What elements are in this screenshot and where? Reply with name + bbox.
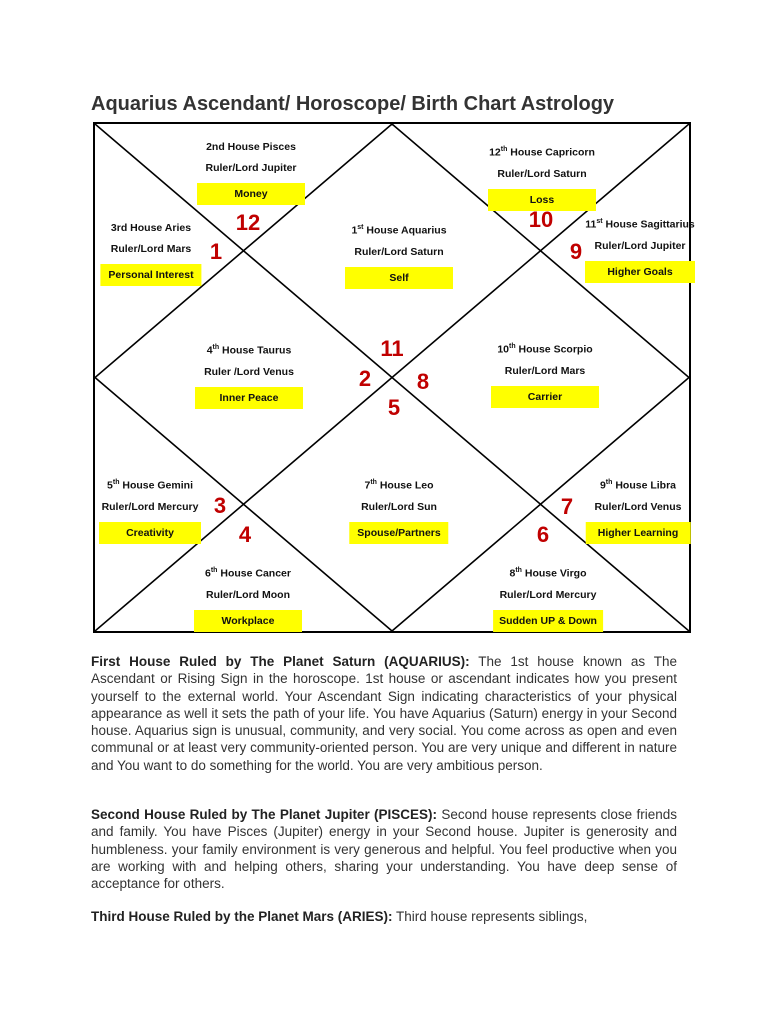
- paragraph-second-house-body: Second house represents close friends and family. You have Pisces (Jupiter) energy in your Second house. Jupiter is generosity and humbleness. your family environment is very generous and helpful. You feel productive when you are working with and helping others, sharing your understanding. You have deep sense of acceptance for others.: [91, 807, 678, 892]
- sign-number-5: 5: [387, 395, 401, 420]
- house-3-title: 3rd House Aries: [110, 222, 192, 234]
- house-1-ruler: Ruler/Lord Saturn: [354, 245, 444, 258]
- sign-number-12: 12: [235, 210, 261, 235]
- paragraph-first-house: [91, 653, 677, 774]
- paragraph-second-house-heading: Second House Ruled by The Planet Jupiter (PISCES):: [91, 807, 438, 822]
- house-10: 10th House Scorpio Ruler/Lord Mars Carrier: [491, 340, 599, 408]
- chart-grid-lines: [95, 124, 689, 631]
- house-8-title: 8: [509, 567, 516, 580]
- paragraph-third-house: [91, 908, 677, 925]
- house-11-ruler: Ruler/Lord Jupiter: [594, 239, 686, 252]
- paragraph-first-house-heading: First House Ruled by The Planet Saturn (AQUARIUS):: [91, 654, 470, 669]
- house-5: 5th House Gemini Ruler/Lord Mercury Creativity: [99, 476, 201, 544]
- house-8-tag: Sudden UP & Down: [493, 610, 603, 632]
- house-11: 11st House Sagittarius Ruler/Lord Jupiter Higher Goals: [585, 215, 695, 283]
- house-6-tag: Workplace: [194, 610, 302, 632]
- paragraph-first-house-body: The 1st house known as The Ascendant or Rising Sign in the horoscope. 1st house or ascendant indicates how you present yourself to the external world. Your Ascendant Sign indicating characteristics of your physical appearance as well it sets the path of your life. You have Aquarius (Saturn) energy in your Second house. Aquarius sign is unusual, community, and very social. You come across as open and even communal or at least very community-oriented person. You are very unique and different in nature and You want to do something for the world. You are very ambitious person.: [91, 654, 677, 773]
- sign-number-6: 6: [536, 522, 550, 547]
- house-2: [197, 141, 305, 205]
- sign-number-7: 7: [560, 494, 574, 519]
- house-1: 1st House Aquarius Ruler/Lord Saturn Self: [345, 221, 453, 289]
- house-3-ruler: Ruler/Lord Mars: [110, 243, 192, 255]
- house-4-ruler: Ruler /Lord Venus: [204, 365, 294, 378]
- house-6-ruler: Ruler/Lord Moon: [206, 588, 290, 601]
- house-1-tag: Self: [345, 267, 453, 289]
- paragraph-third-house-heading: Third House Ruled by the Planet Mars (ARIES):: [91, 909, 393, 924]
- sign-number-4: 4: [238, 522, 252, 547]
- sign-number-3: 3: [213, 493, 227, 518]
- sign-number-8: 8: [416, 369, 430, 394]
- house-7-tag: Spouse/Partners: [349, 522, 448, 544]
- house-5-ruler: Ruler/Lord Mercury: [101, 500, 199, 513]
- house-12-title: 12: [489, 146, 501, 159]
- house-10-tag: Carrier: [491, 386, 599, 408]
- house-2-title: 2nd House Pisces: [206, 141, 296, 153]
- sign-number-11: 11: [380, 336, 404, 361]
- house-2-ruler: Ruler/Lord Jupiter: [205, 162, 297, 174]
- house-9-ruler: Ruler/Lord Venus: [594, 500, 682, 513]
- page-title: Aquarius Ascendant/ Horoscope/ Birth Chart Astrology: [91, 93, 615, 115]
- house-4: 4th House Taurus Ruler /Lord Venus Inner Peace: [195, 341, 303, 409]
- house-6: 6th House Cancer Ruler/Lord Moon Workplace: [194, 564, 302, 632]
- house-10-title: 10: [497, 343, 510, 356]
- house-11-title: 11: [585, 218, 597, 231]
- house-12: 12th House Capricorn Ruler/Lord Saturn Loss: [488, 143, 596, 211]
- house-8-ruler: Ruler/Lord Mercury: [499, 588, 597, 601]
- house-6-title: 6: [205, 567, 211, 580]
- sign-number-2: 2: [358, 366, 372, 391]
- house-7: 7th House Leo Ruler/Lord Sun Spouse/Partners: [349, 476, 448, 544]
- house-3: [100, 222, 201, 286]
- house-4-tag: Inner Peace: [195, 387, 303, 409]
- house-7-ruler: Ruler/Lord Sun: [361, 500, 437, 513]
- house-2-tag: Money: [197, 183, 305, 205]
- house-9-tag: Higher Learning: [586, 522, 691, 544]
- house-8: 8th House Virgo Ruler/Lord Mercury Sudden UP & Down: [493, 564, 603, 632]
- paragraph-third-house-body: Third house represents siblings,: [392, 909, 588, 924]
- house-9: 9th House Libra Ruler/Lord Venus Higher Learning: [586, 476, 691, 544]
- sign-number-9: 9: [569, 239, 583, 264]
- house-1-title: 1: [351, 224, 358, 237]
- house-12-tag: Loss: [488, 189, 596, 211]
- birth-chart: [93, 122, 695, 633]
- house-12-ruler: Ruler/Lord Saturn: [497, 167, 587, 180]
- house-9-title: 9: [599, 479, 606, 492]
- house-5-tag: Creativity: [99, 522, 201, 544]
- house-7-title: 7: [364, 479, 371, 492]
- house-3-tag: Personal Interest: [100, 264, 201, 286]
- sign-number-1: 1: [209, 239, 223, 264]
- house-11-tag: Higher Goals: [585, 261, 695, 283]
- house-5-title: 5: [107, 479, 113, 492]
- house-4-title: 4: [206, 344, 213, 357]
- sign-number-10: 10: [528, 207, 554, 232]
- house-10-ruler: Ruler/Lord Mars: [504, 364, 586, 377]
- paragraph-second-house: [91, 806, 677, 892]
